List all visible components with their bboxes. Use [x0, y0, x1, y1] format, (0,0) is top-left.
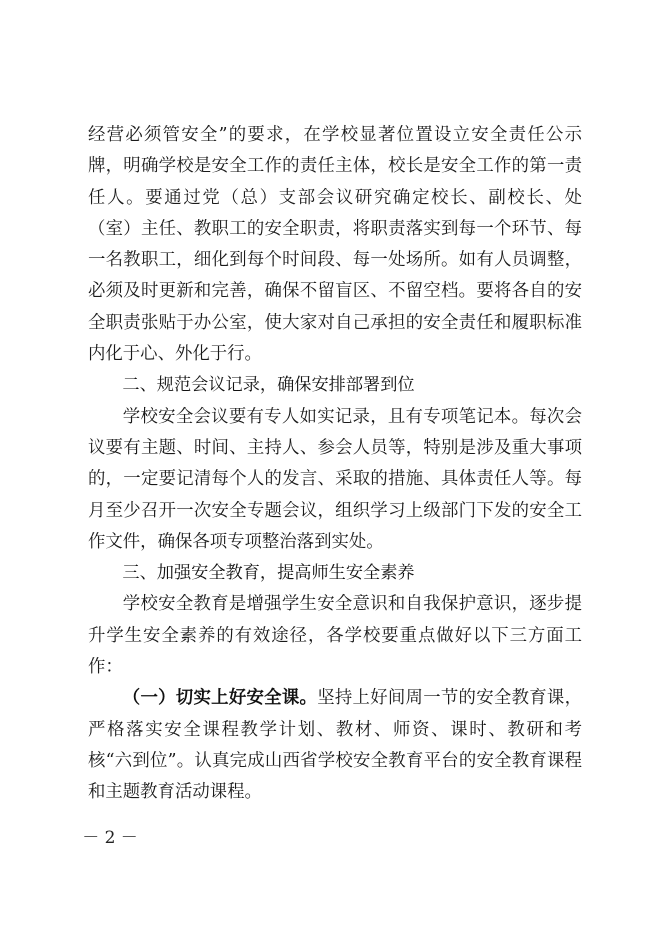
- paragraph-safety-class: [88, 683, 582, 808]
- section-heading-safety-education: 三、加强安全教育，提高师生安全素养: [122, 563, 415, 584]
- paragraph-safety-education: 学校安全教育是增强学生安全意识和自我保护意识，逐步提升学生安全素养的有效途径，各学校要重点做好以下三方面工作：: [88, 594, 582, 678]
- paragraph-meeting-records: 学校安全会议要有专人如实记录，且有专项笔记本。每次会议要有主题、时间、主持人、参会人员等，特别是涉及重大事项的，一定要记清每个人的发言、采取的措施、具体责任人等。每月至少召开一次安全专题会议，组织学习上级部门下发的安全工作文件，确保各项专项整治落到实处。: [88, 406, 582, 552]
- page-number: － 2 －: [82, 828, 138, 848]
- section-heading-meeting-records: 二、规范会议记录，确保安排部署到位: [122, 375, 415, 396]
- document-body: [88, 120, 582, 809]
- subheading-safety-class: （一）切实上好安全课。: [122, 688, 318, 709]
- paragraph-safety-responsibility: 经营必须管安全”的要求，在学校显著位置设立安全责任公示牌，明确学校是安全工作的责任主体，校长是安全工作的第一责任人。要通过党（总）支部会议研究确定校长、副校长、处（室）主任、教职工的安全职责，将职责落实到每一个环节、每一名教职工，细化到每个时间段、每一处场所。如有人员调整，必须及时更新和完善，确保不留盲区、不留空档。要将各自的安全职责张贴于办公室，使大家对自己承担的安全责任和履职标准内化于心、外化于行。: [88, 125, 582, 365]
- paragraph-safety-class-body: 坚持上好间周一节的安全教育课，严格落实安全课程教学计划、教材、师资、课时、教研和考核“六到位”。认真完成山西省学校安全教育平台的安全教育课程和主题教育活动课程。: [88, 688, 582, 803]
